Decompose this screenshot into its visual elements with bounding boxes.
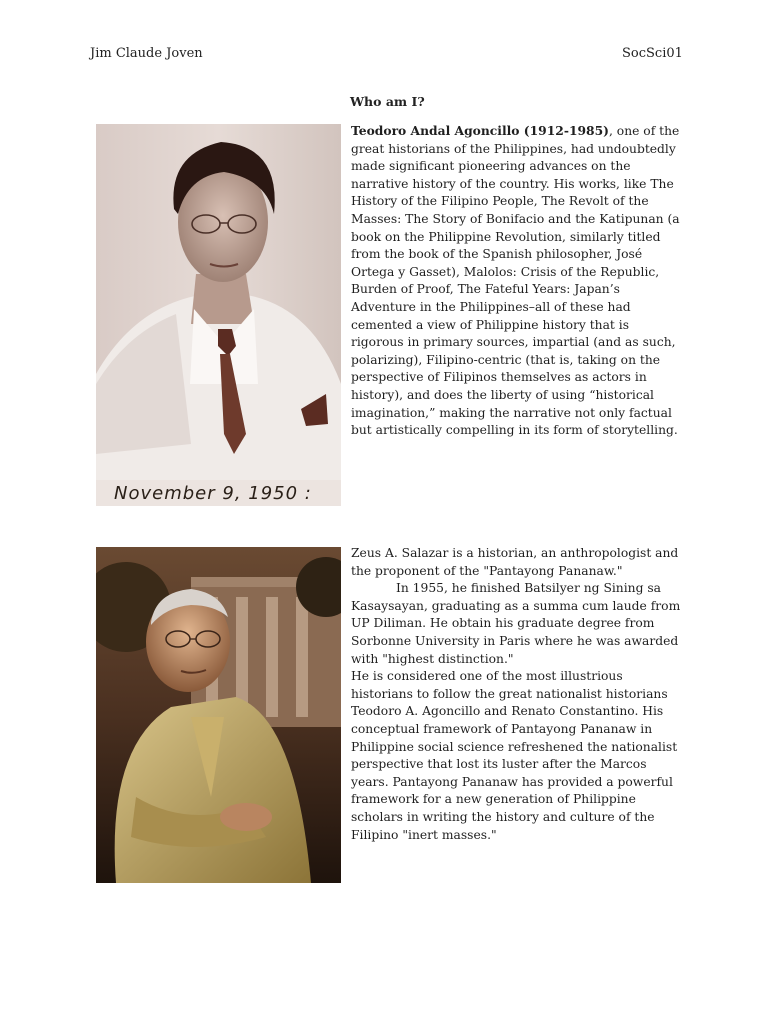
course-code: SocSci01: [622, 46, 683, 61]
author-name: Jim Claude Joven: [90, 46, 203, 61]
page-title: Who am I?: [350, 94, 425, 109]
agoncillo-name: Teodoro Andal Agoncillo (1912-1985): [351, 123, 609, 138]
agoncillo-bio-text: , one of the great historians of the Philippines, had undoubtedly made significant pioneering advances on the narrative history of the country. His works, like The History of the Filipino People, The Revolt of the Masses: The Story of Bonifacio and the Katipunan (a book on the Philippine Revolution, similarly titled from the book of the Spanish philosopher, José Ortega y Gasset), Malolos: Crisis of the Republic, Burden of Proof, The Fateful Years: Japan’s Adventure in the Philippines–all of these had cemented a view of Philippine history that is rigorous in primary sources, impartial (and as such, polarizing), Filipino-centric (that is, taking on the perspective of Filipinos themselves as actors in history), and does the liberty of using “historical imagination,” making the narrative not only factual but artistically compelling in its form of storytelling.: [351, 124, 680, 438]
salazar-bio: [351, 545, 681, 844]
photo-date-caption: November 9, 1950 :: [114, 483, 312, 504]
salazar-significance: He is considered one of the most illustrious historians to follow the great nationalist historians Teodoro A. Agoncillo and Renato Constantino. His conceptual framework of Pantayong Pananaw in Philippine social science refreshened the nationalist perspective that lost its luster after the Marcos years. Pantayong Pananaw has provided a powerful framework for a new generation of Philippine scholars in writing the history and culture of the Filipino "inert masses.": [351, 669, 678, 842]
salazar-intro: Zeus A. Salazar is a historian, an anthropologist and the proponent of the "Pantayong Pananaw.": [351, 546, 679, 578]
agoncillo-portrait-photo: [96, 124, 341, 506]
salazar-portrait-painting: [96, 547, 341, 883]
salazar-education: In 1955, he finished Batsilyer ng Sining sa Kasaysayan, graduating as a summa cum laude from UP Diliman. He obtain his graduate degree from Sorbonne University in Paris where he was awarded with "highest distinction.": [351, 581, 681, 666]
agoncillo-bio: [351, 122, 681, 440]
